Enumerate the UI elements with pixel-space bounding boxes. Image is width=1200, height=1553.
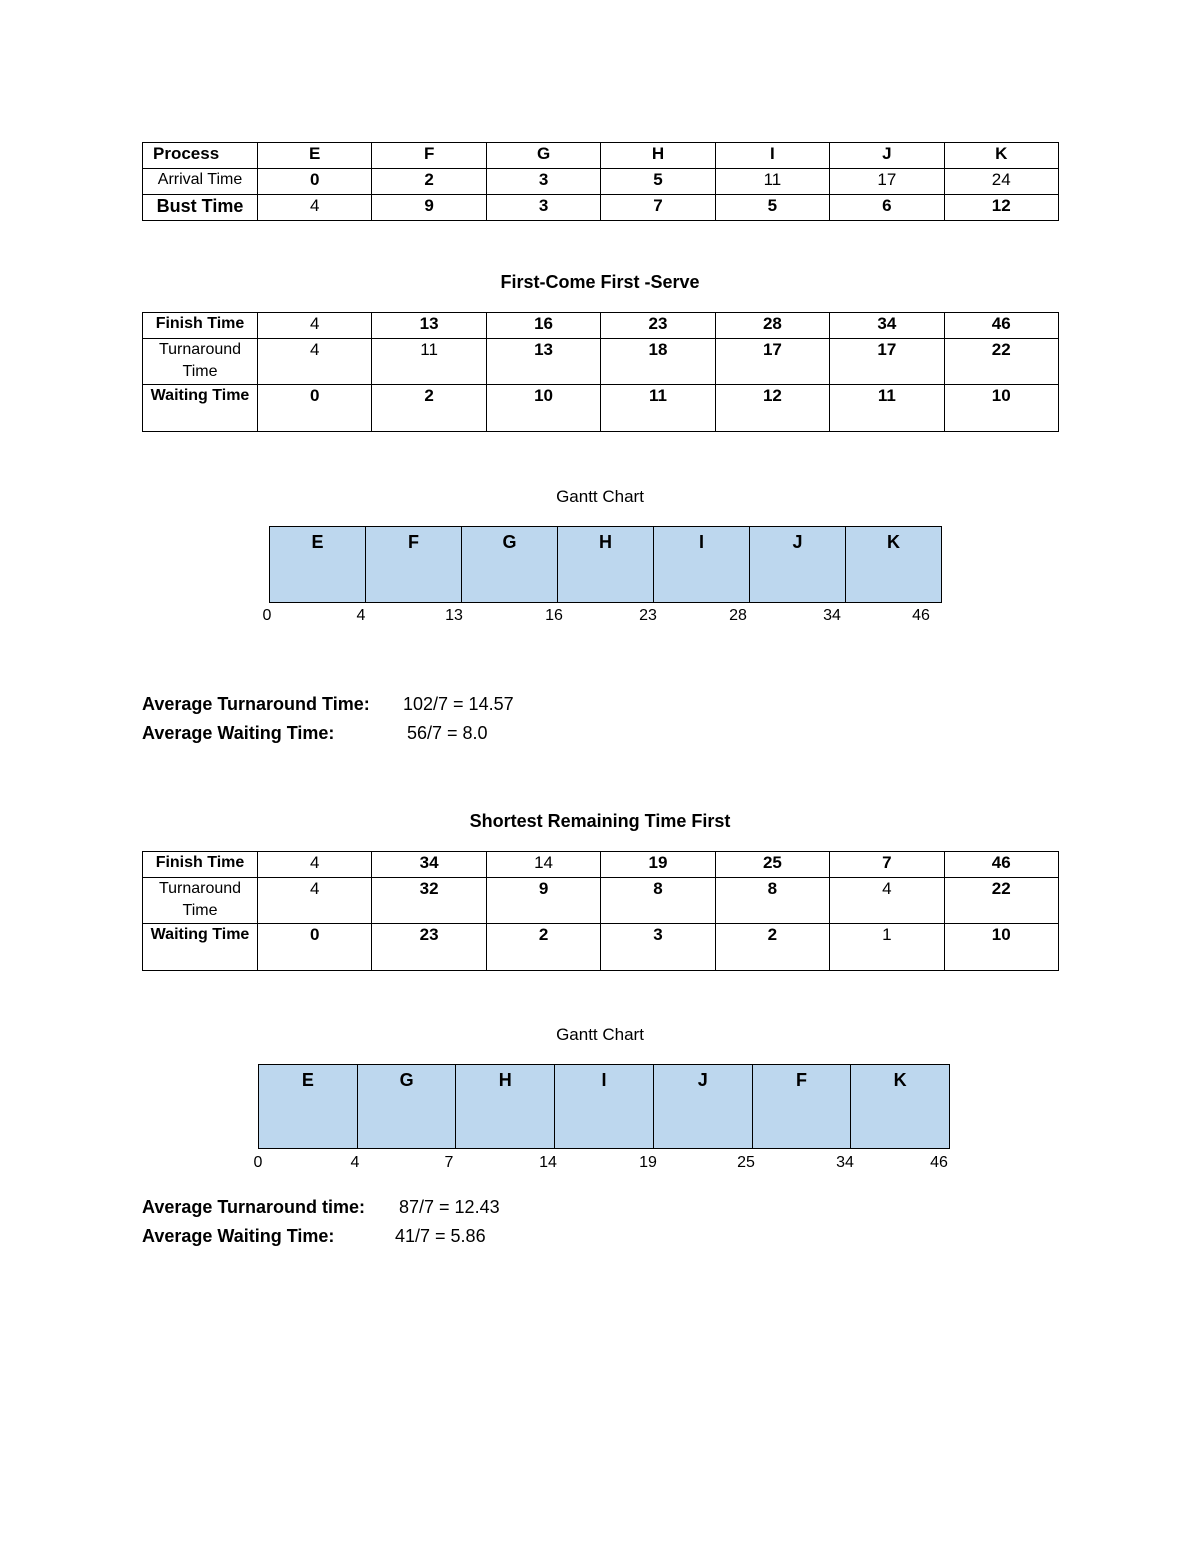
- gantt-block: G: [358, 1065, 457, 1148]
- srtf-gantt-title: Gantt Chart: [556, 1025, 644, 1044]
- srtf-avg-waiting: [142, 1224, 642, 1248]
- gantt-block: I: [654, 527, 750, 602]
- tick-label: 13: [445, 607, 463, 624]
- avg-waiting-label: Average Waiting Time:: [142, 723, 335, 743]
- avg-waiting-value: 41/7 = 5.86: [395, 1226, 486, 1246]
- turnaround-row: [143, 339, 1059, 385]
- process-cell: F: [372, 143, 486, 169]
- finish-cell: 46: [944, 852, 1058, 878]
- fcfs-avg-turnaround: [142, 692, 642, 716]
- process-cell: J: [830, 143, 944, 169]
- turnaround-cell: 4: [258, 339, 372, 385]
- srtf-avg-turnaround: [142, 1195, 642, 1219]
- arrival-cell: 17: [830, 169, 944, 195]
- arrival-cell: 0: [258, 169, 372, 195]
- avg-turnaround-value: 87/7 = 12.43: [399, 1197, 500, 1217]
- process-cell: H: [601, 143, 715, 169]
- gantt-block: J: [750, 527, 846, 602]
- gantt-block: E: [259, 1065, 358, 1148]
- row-label-arrival: Arrival Time: [143, 169, 258, 195]
- turnaround-cell: 17: [830, 339, 944, 385]
- turnaround-cell: 17: [715, 339, 829, 385]
- waiting-row: [143, 924, 1059, 971]
- waiting-cell: 10: [944, 385, 1058, 432]
- tick-label: 28: [729, 607, 747, 624]
- turnaround-cell: 4: [258, 878, 372, 924]
- row-label-turnaround: Turnaround Time: [143, 339, 258, 385]
- turnaround-cell: 11: [372, 339, 486, 385]
- tick-label: 4: [356, 607, 366, 624]
- turnaround-cell: 22: [944, 339, 1058, 385]
- gantt-block: F: [366, 527, 462, 602]
- burst-cell: 3: [486, 195, 600, 221]
- finish-cell: 46: [944, 313, 1058, 339]
- fcfs-avg-waiting: [142, 721, 642, 745]
- finish-cell: 14: [486, 852, 600, 878]
- finish-cell: 19: [601, 852, 715, 878]
- finish-row: [143, 313, 1059, 339]
- fcfs-gantt-ticks: [0, 607, 1200, 627]
- tick-label: 23: [639, 607, 657, 624]
- arrival-row: [143, 169, 1059, 195]
- waiting-cell: 2: [715, 924, 829, 971]
- waiting-cell: 12: [715, 385, 829, 432]
- arrival-cell: 5: [601, 169, 715, 195]
- turnaround-row: [143, 878, 1059, 924]
- waiting-cell: 2: [372, 385, 486, 432]
- tick-label: 46: [930, 1154, 948, 1171]
- waiting-cell: 10: [486, 385, 600, 432]
- waiting-cell: 1: [830, 924, 944, 971]
- srtf-table: [142, 851, 1059, 971]
- turnaround-cell: 8: [715, 878, 829, 924]
- gantt-block: K: [893, 1070, 907, 1090]
- tick-label: 34: [823, 607, 841, 624]
- gantt-block: I: [555, 1065, 654, 1148]
- turnaround-cell: 8: [601, 878, 715, 924]
- avg-waiting-value: 56/7 = 8.0: [407, 723, 488, 743]
- waiting-cell: 0: [258, 385, 372, 432]
- arrival-cell: 2: [372, 169, 486, 195]
- waiting-cell: 23: [372, 924, 486, 971]
- waiting-cell: 2: [486, 924, 600, 971]
- turnaround-cell: 13: [486, 339, 600, 385]
- srtf-title: Shortest Remaining Time First: [469, 811, 731, 831]
- row-label-waiting: Waiting Time: [143, 385, 258, 432]
- waiting-cell: 11: [830, 385, 944, 432]
- waiting-cell: 10: [944, 924, 1058, 971]
- avg-turnaround-label: Average Turnaround Time:: [142, 694, 370, 714]
- tick-label: 19: [639, 1154, 657, 1171]
- turnaround-cell: 9: [486, 878, 600, 924]
- tick-label: 25: [737, 1154, 755, 1171]
- turnaround-cell: 18: [601, 339, 715, 385]
- fcfs-title: First-Come First -Serve: [500, 272, 700, 292]
- process-cell: I: [715, 143, 829, 169]
- gantt-block: E: [270, 527, 366, 602]
- finish-cell: 13: [372, 313, 486, 339]
- gantt-block: H: [558, 527, 654, 602]
- gantt-block: J: [654, 1065, 753, 1148]
- burst-cell: 9: [372, 195, 486, 221]
- tick-label: 46: [912, 607, 930, 624]
- arrival-cell: 24: [944, 169, 1058, 195]
- tick-label: 0: [262, 607, 272, 624]
- finish-cell: 16: [486, 313, 600, 339]
- finish-cell: 34: [830, 313, 944, 339]
- tick-label: 16: [545, 607, 563, 624]
- tick-label: 4: [350, 1154, 360, 1171]
- process-cell: E: [258, 143, 372, 169]
- avg-turnaround-label: Average Turnaround time:: [142, 1197, 366, 1217]
- finish-cell: 28: [715, 313, 829, 339]
- burst-cell: 5: [715, 195, 829, 221]
- srtf-gantt-ticks: [0, 1154, 1200, 1174]
- process-row: [143, 143, 1059, 169]
- row-label-process: Process: [143, 143, 258, 169]
- tick-label: 0: [253, 1154, 263, 1171]
- row-label-burst: Bust Time: [143, 195, 258, 221]
- fcfs-table: [142, 312, 1059, 432]
- avg-waiting-label: Average Waiting Time:: [142, 1226, 335, 1246]
- finish-cell: 34: [372, 852, 486, 878]
- burst-row: [143, 195, 1059, 221]
- finish-cell: 23: [601, 313, 715, 339]
- gantt-block: F: [753, 1065, 852, 1148]
- avg-turnaround-value: 102/7 = 14.57: [403, 694, 514, 714]
- burst-cell: 4: [258, 195, 372, 221]
- waiting-cell: 11: [601, 385, 715, 432]
- arrival-cell: 11: [715, 169, 829, 195]
- process-table: [142, 142, 1059, 221]
- burst-cell: 7: [601, 195, 715, 221]
- tick-label: 14: [539, 1154, 557, 1171]
- finish-cell: 4: [258, 852, 372, 878]
- gantt-block: H: [456, 1065, 555, 1148]
- gantt-block: K: [887, 532, 900, 552]
- process-cell: G: [486, 143, 600, 169]
- waiting-row: [143, 385, 1059, 432]
- gantt-block: G: [462, 527, 558, 602]
- finish-cell: 4: [258, 313, 372, 339]
- row-label-finish: Finish Time: [143, 852, 258, 878]
- process-cell: K: [944, 143, 1058, 169]
- tick-label: 34: [836, 1154, 854, 1171]
- row-label-turnaround: Turnaround Time: [143, 878, 258, 924]
- row-label-waiting: Waiting Time: [143, 924, 258, 971]
- turnaround-cell: 22: [944, 878, 1058, 924]
- finish-cell: 7: [830, 852, 944, 878]
- arrival-cell: 3: [486, 169, 600, 195]
- finish-cell: 25: [715, 852, 829, 878]
- tick-label: 7: [444, 1154, 454, 1171]
- finish-row: [143, 852, 1059, 878]
- waiting-cell: 0: [258, 924, 372, 971]
- turnaround-cell: 4: [830, 878, 944, 924]
- burst-cell: 6: [830, 195, 944, 221]
- fcfs-gantt-title: Gantt Chart: [556, 487, 644, 506]
- turnaround-cell: 32: [372, 878, 486, 924]
- fcfs-gantt-chart: [269, 526, 942, 603]
- srtf-gantt-chart: [258, 1064, 950, 1149]
- waiting-cell: 3: [601, 924, 715, 971]
- burst-cell: 12: [944, 195, 1058, 221]
- row-label-finish: Finish Time: [143, 313, 258, 339]
